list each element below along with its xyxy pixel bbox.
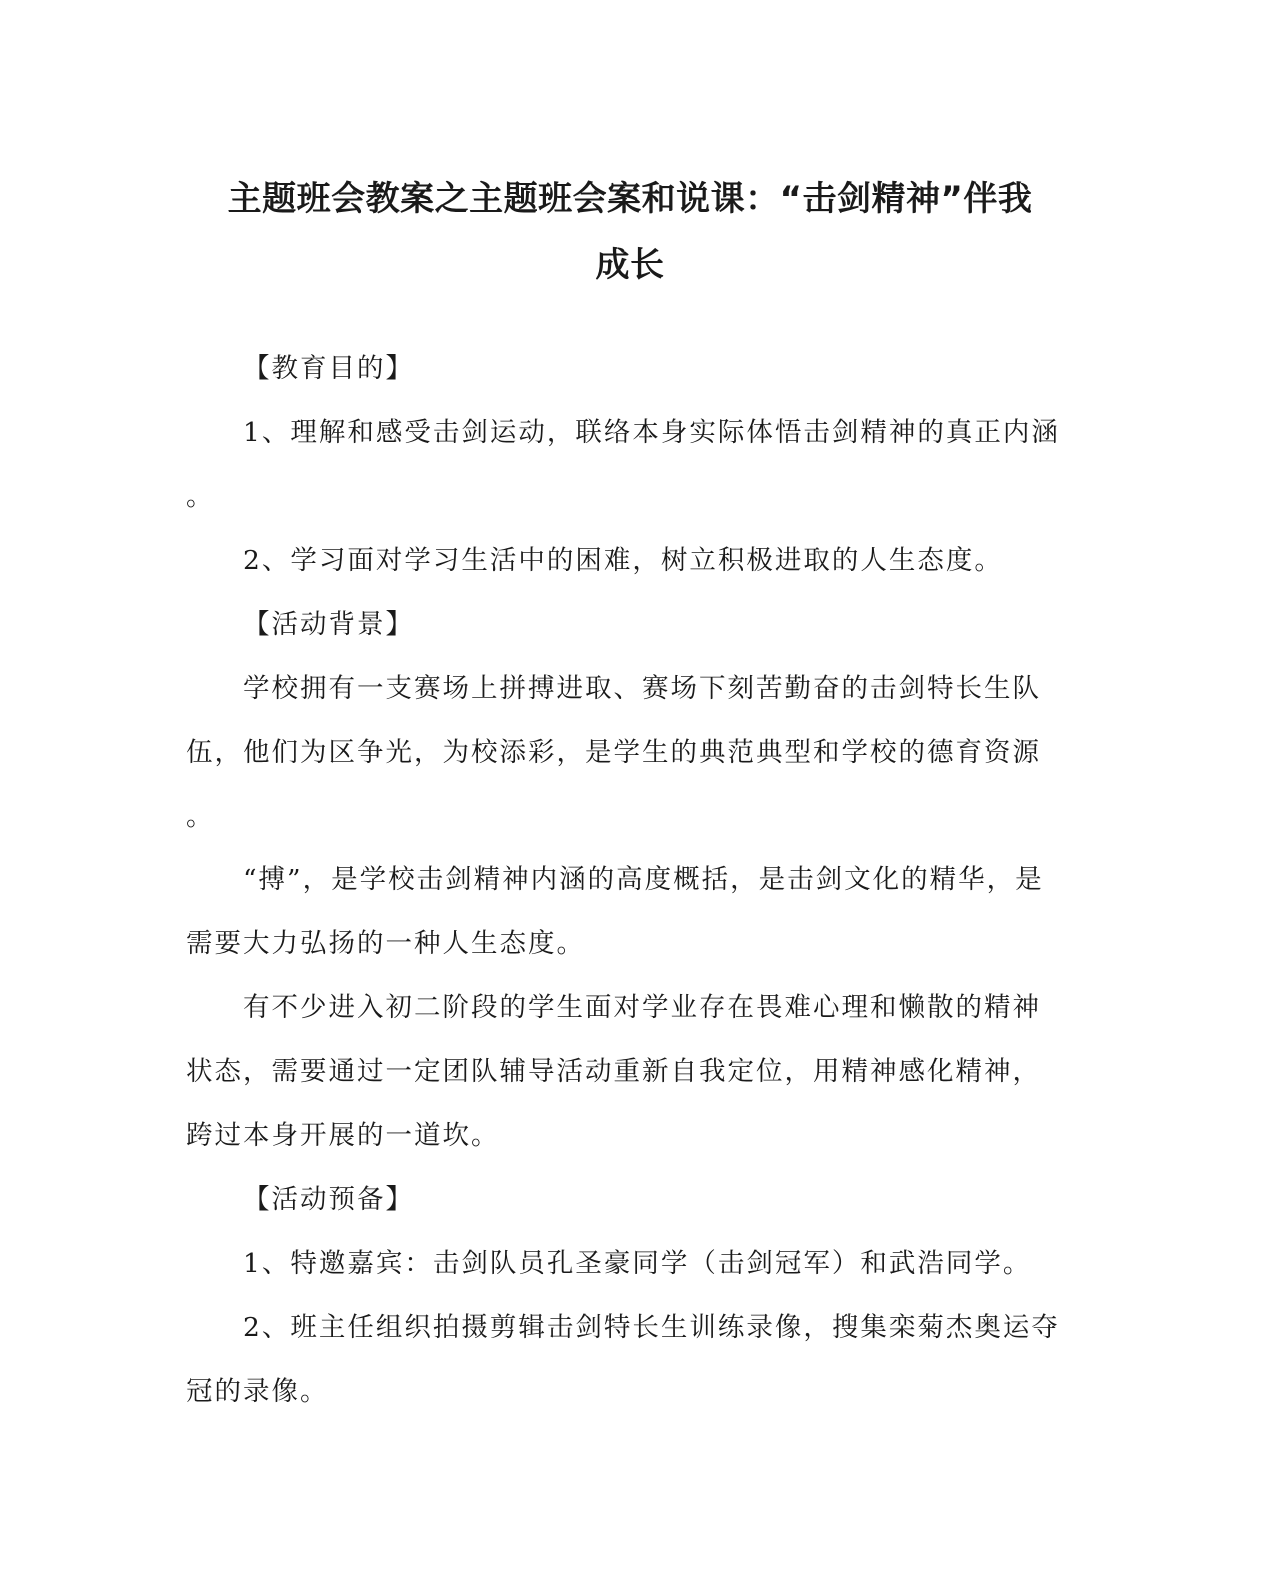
paragraph-line: 2、学习面对学习生活中的困难，树立积极进取的人生态度。 <box>243 545 1003 576</box>
paragraph-line: 冠的录像。 <box>186 1376 329 1407</box>
paragraph-line: “搏”，是学校击剑精神内涵的高度概括，是击剑文化的精华，是 <box>243 864 1044 895</box>
paragraph-line: 1、理解和感受击剑运动，联络本身实际体悟击剑精神的真正内涵 <box>243 417 1060 448</box>
paragraph-line: 2、班主任组织拍摄剪辑击剑特长生训练录像，搜集栾菊杰奥运夺 <box>243 1312 1060 1343</box>
section-heading-preparation: 【活动预备】 <box>243 1184 414 1215</box>
paragraph-line: 状态，需要通过一定团队辅导活动重新自我定位，用精神感化精神， <box>186 1056 1041 1087</box>
title-line: 主题班会教案之主题班会案和说课：“击剑精神”伴我 <box>227 179 1033 219</box>
document-title <box>190 166 1070 298</box>
section-heading-goals: 【教育目的】 <box>243 353 414 384</box>
paragraph-line: 需要大力弘扬的一种人生态度。 <box>186 928 585 959</box>
paragraph-line: 有不少进入初二阶段的学生面对学业存在畏难心理和懒散的精神 <box>243 992 1041 1023</box>
title-line: 成长 <box>595 245 665 285</box>
paragraph-line: 跨过本身开展的一道坎。 <box>186 1120 500 1151</box>
paragraph-line: 学校拥有一支赛场上拼搏进取、赛场下刻苦勤奋的击剑特长生队 <box>243 673 1041 704</box>
section-heading-background: 【活动背景】 <box>243 609 414 640</box>
paragraph-line: 伍，他们为区争光，为校添彩，是学生的典范典型和学校的德育资源 <box>186 737 1041 768</box>
paragraph-line: 。 <box>186 481 215 512</box>
paragraph-line: 1、特邀嘉宾：击剑队员孔圣豪同学（击剑冠军）和武浩同学。 <box>243 1248 1032 1279</box>
paragraph-line: 。 <box>186 801 215 832</box>
